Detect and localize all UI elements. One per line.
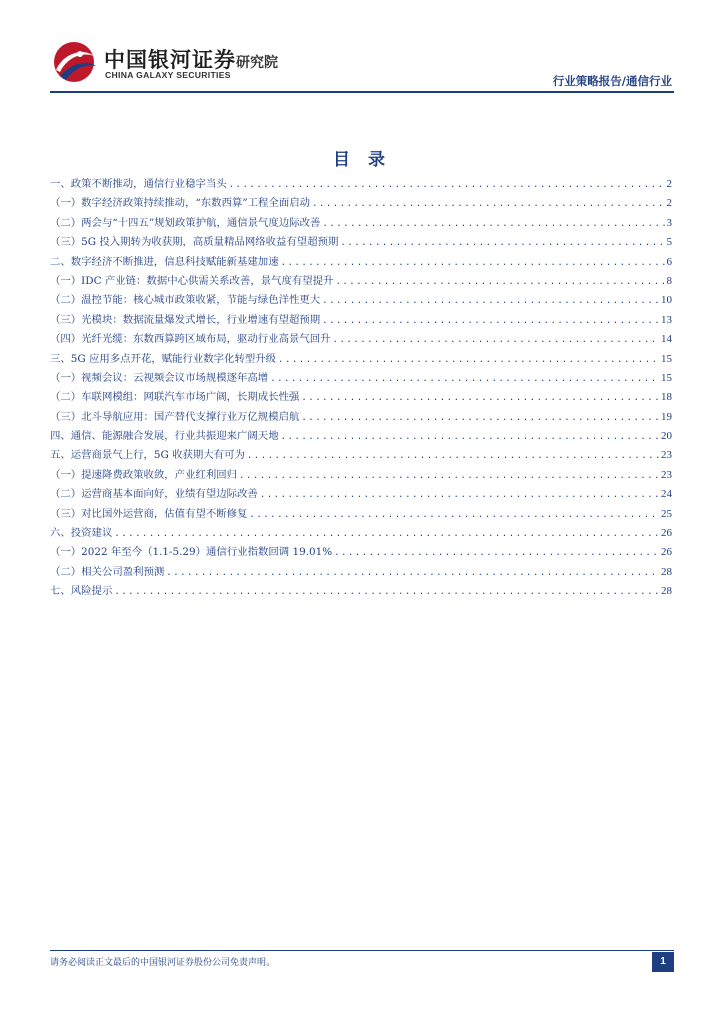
- toc-entry-title: （一）提速降费政策收敛，产业红利回归: [50, 468, 238, 481]
- toc-entry-page: 18: [661, 391, 672, 404]
- toc-dot-leader: [114, 529, 659, 539]
- toc-entry-page: 28: [661, 585, 672, 598]
- report-type-label: 行业策略报告/通信行业: [552, 74, 672, 88]
- toc-entry-title: （一）数字经济政策持续推动，“东数西算”工程全面启动: [50, 197, 310, 210]
- toc-dot-leader: [312, 199, 665, 209]
- toc-entry-page: 23: [661, 468, 672, 481]
- toc-entry[interactable]: [50, 233, 672, 252]
- galaxy-logo-icon: [50, 40, 98, 84]
- toc-entry-title: 一、政策不断推动，通信行业稳字当头: [50, 178, 227, 190]
- toc-dot-leader: [322, 316, 659, 326]
- toc-entry-title: 六、投资建议: [50, 527, 113, 540]
- toc-dot-leader: [249, 510, 659, 520]
- toc-entry-page: 26: [661, 527, 672, 540]
- toc-entry-title: （三）北斗导航应用：国产替代支撑行业万亿规模启航: [50, 410, 300, 423]
- toc-entry[interactable]: [50, 388, 672, 407]
- institute-label: 研究院: [236, 55, 278, 71]
- toc-dot-leader: [301, 413, 659, 423]
- toc-entry[interactable]: [50, 446, 672, 465]
- toc-entry-page: 20: [661, 430, 672, 443]
- toc-entry-page: 19: [661, 410, 672, 423]
- toc-entry[interactable]: [50, 330, 672, 349]
- toc-dot-leader: [281, 432, 659, 442]
- toc-entry-title: 四、通信、能源融合发展，行业共振迎来广阔天地: [50, 430, 279, 443]
- toc-entry-title: （三）5G 投入期转为收获期，高质量精品网络收益有望超预期: [50, 236, 339, 249]
- toc-entry[interactable]: [50, 427, 672, 446]
- toc-entry-page: 3: [666, 216, 672, 229]
- toc-entry-title: （一）2022 年至今（1.1-5.29）通信行业指数回调 19.01%: [50, 546, 333, 559]
- toc-dot-leader: [301, 393, 659, 403]
- toc-entry[interactable]: [50, 524, 672, 543]
- toc-entry[interactable]: [50, 582, 672, 601]
- header-divider: [50, 91, 674, 93]
- toc-entry-title: （二）温控节能：核心城市政策收紧，节能与绿色洋性更大: [50, 294, 321, 307]
- toc-entry-title: 七、风险提示: [50, 585, 113, 598]
- toc-entry-title: （二）车联网模组：网联汽车市场广阔，长期成长性强: [50, 391, 300, 404]
- toc-entry[interactable]: [50, 505, 672, 524]
- toc-dot-leader: [114, 587, 659, 597]
- toc-dot-leader: [333, 335, 659, 345]
- table-of-contents: [50, 175, 672, 602]
- toc-entry-page: 10: [661, 294, 672, 307]
- toc-entry-page: 14: [661, 333, 672, 346]
- toc-entry-page: 24: [661, 488, 672, 501]
- toc-entry[interactable]: [50, 485, 672, 504]
- toc-entry-page: 25: [661, 507, 672, 520]
- toc-entry[interactable]: [50, 214, 672, 233]
- page-number-badge: 1: [652, 952, 674, 972]
- logo-chinese-name: 中国银河证券: [104, 48, 236, 72]
- toc-entry[interactable]: [50, 369, 672, 388]
- page-header: [0, 0, 724, 100]
- toc-entry[interactable]: [50, 350, 672, 369]
- toc-entry-title: （一）IDC 产业链：数据中心供需关系改善，景气度有望提升: [50, 274, 334, 287]
- toc-entry[interactable]: [50, 175, 672, 194]
- toc-dot-leader: [340, 238, 664, 248]
- toc-entry[interactable]: [50, 466, 672, 485]
- toc-entry-page: 23: [661, 449, 672, 462]
- toc-entry-page: 6: [666, 255, 672, 268]
- toc-entry-page: 26: [661, 546, 672, 559]
- toc-entry-title: （三）光模块：数据流量爆发式增长，行业增速有望超预期: [50, 313, 321, 326]
- toc-entry-title: 五、运营商景气上行，5G 收获期大有可为: [50, 449, 245, 462]
- toc-entry-page: 2: [666, 197, 672, 210]
- toc-dot-leader: [322, 219, 664, 229]
- logo-english-name: CHINA GALAXY SECURITIES: [105, 70, 231, 80]
- toc-dot-leader: [322, 296, 659, 306]
- toc-entry-title: （二）运营商基本面向好，业绩有望边际改善: [50, 488, 258, 501]
- toc-dot-leader: [229, 180, 665, 190]
- toc-dot-leader: [247, 451, 659, 461]
- toc-entry-title: （四）光纤光缆：东数西算跨区域布局，驱动行业高景气回升: [50, 333, 331, 346]
- toc-dot-leader: [270, 374, 659, 384]
- footer-disclaimer: 请务必阅读正文最后的中国银河证券股份公司免责声明。: [50, 958, 276, 968]
- toc-dot-leader: [239, 471, 659, 481]
- toc-entry-page: 2: [666, 178, 672, 190]
- toc-entry-page: 28: [661, 565, 672, 578]
- toc-entry-page: 15: [661, 371, 672, 384]
- footer-divider: [50, 950, 674, 951]
- toc-dot-leader: [166, 568, 659, 578]
- toc-dot-leader: [335, 277, 664, 287]
- toc-entry-title: （二）相关公司盈利预测: [50, 565, 165, 578]
- toc-entry[interactable]: [50, 311, 672, 330]
- toc-entry-title: （三）对比国外运营商，估值有望不断修复: [50, 507, 248, 520]
- toc-dot-leader: [281, 258, 665, 268]
- toc-entry[interactable]: [50, 253, 672, 272]
- toc-entry-page: 13: [661, 313, 672, 326]
- toc-dot-leader: [278, 355, 659, 365]
- toc-entry[interactable]: [50, 272, 672, 291]
- toc-dot-leader: [334, 548, 659, 558]
- toc-entry-title: （二）两会与“十四五”规划政策护航，通信景气度边际改善: [50, 216, 321, 229]
- toc-entry[interactable]: [50, 194, 672, 213]
- toc-entry[interactable]: [50, 408, 672, 427]
- toc-entry[interactable]: [50, 291, 672, 310]
- toc-entry[interactable]: [50, 563, 672, 582]
- toc-entry-page: 8: [666, 274, 672, 287]
- toc-entry-page: 15: [661, 352, 672, 365]
- toc-entry-title: 二、数字经济不断推进，信息科技赋能新基建加速: [50, 255, 279, 268]
- toc-entry-title: 三、5G 应用多点开花，赋能行业数字化转型升级: [50, 352, 277, 365]
- toc-entry-title: （一）视频会议：云视频会议市场规模逐年高增: [50, 371, 269, 384]
- toc-entry[interactable]: [50, 543, 672, 562]
- toc-entry-page: 5: [666, 236, 672, 249]
- toc-dot-leader: [260, 490, 659, 500]
- toc-title: 目 录: [333, 150, 391, 170]
